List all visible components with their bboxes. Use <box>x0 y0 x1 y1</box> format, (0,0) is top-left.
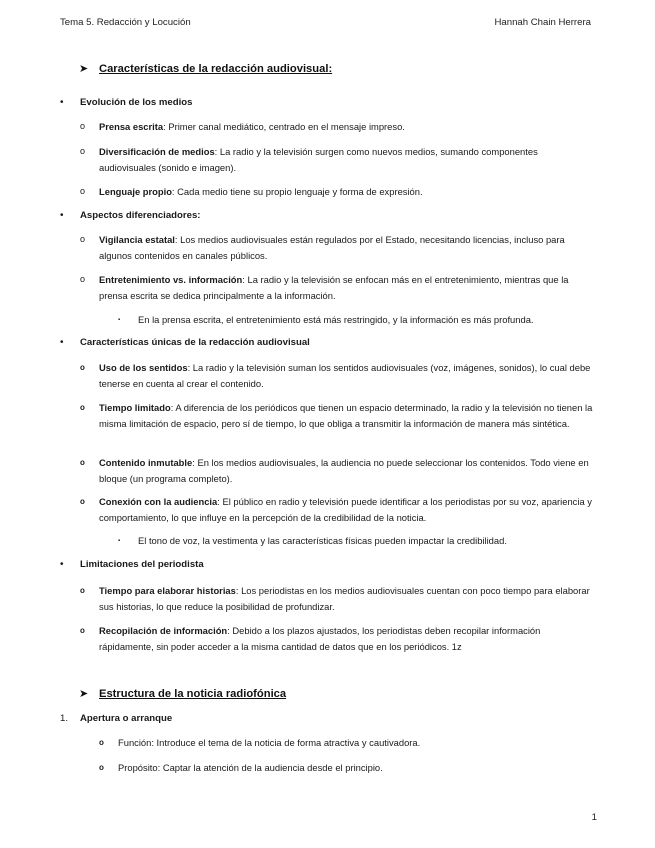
list-item: o Contenido inmutable: En los medios audiovisuales, la audiencia no puede seleccionar los contenidos. Todo viene en bloque (un programa completo). <box>80 457 589 484</box>
list-item: o Recopilación de información: Debido a los plazos ajustados, los periodistas deben recopilar información rápidamente, sin poder acceder a la misma cantidad de datos que en los periódicos. 1z <box>80 625 541 652</box>
section-title: Características de la redacción audiovisual: <box>99 62 333 75</box>
section-heading <box>79 62 332 75</box>
list-item: o Vigilancia estatal: Los medios audiovisuales están regulados por el Estado, necesitando licencias, incluso para algunos contenidos en canales públicos. <box>80 234 565 261</box>
section-heading <box>79 687 286 700</box>
page-number: 1 <box>591 812 597 823</box>
section-title: Estructura de la noticia radiofónica <box>99 687 287 700</box>
list-item: o Conexión con la audiencia: El público en radio y televisión puede identificar a los periodistas por su voz, apariencia y comportamiento, lo que influye en la percepción de la credibilidad de la noticia. <box>80 496 592 523</box>
list-item: • Limitaciones del periodista <box>60 559 204 570</box>
header-left: Tema 5. Redacción y Locución <box>60 17 191 28</box>
square-bullet-icon: ▪ <box>118 538 121 544</box>
list-item: o Prensa escrita: Primer canal mediático, centrado en el mensaje impreso. <box>80 121 405 132</box>
list-item: • Evolución de los medios <box>60 97 193 108</box>
list-item: o Uso de los sentidos: La radio y la televisión suman los sentidos audiovisuales (voz, imágenes, sonidos), lo cual debe tenerse en cuenta al crear el contenido. <box>80 362 591 389</box>
list-item: o Lenguaje propio: Cada medio tiene su propio lenguaje y forma de expresión. <box>80 186 423 197</box>
arrow-bullet-icon: ➤ <box>79 63 89 75</box>
group-title: Evolución de los medios <box>80 97 193 108</box>
list-item: o Propósito: Captar la atención de la audiencia desde el principio. <box>99 762 383 773</box>
group-title: Características únicas de la redacción audiovisual <box>80 337 310 348</box>
numbered-item: 1. Apertura o arranque <box>60 713 173 724</box>
list-item: o Función: Introduce el tema de la noticia de forma atractiva y cautivadora. <box>99 737 421 748</box>
group-title: Limitaciones del periodista <box>80 559 204 570</box>
arrow-bullet-icon: ➤ <box>79 688 89 700</box>
sub-list-item: ▪ El tono de voz, la vestimenta y las características físicas pueden impactar la credibilidad. <box>118 535 507 546</box>
square-bullet-icon: ▪ <box>118 317 121 323</box>
list-item: o Diversificación de medios: La radio y la televisión surgen como nuevos medios, sumando componentes audiovisuales (sonido e imagen). <box>80 146 538 173</box>
list-item: o Entretenimiento vs. información: La radio y la televisión se enfocan más en el entretenimiento, mientras que la prensa escrita se dedica principalmente a la información. <box>80 274 569 301</box>
list-item: • Aspectos diferenciadores: <box>60 210 201 221</box>
list-item: o Tiempo para elaborar historias: Los periodistas en los medios audiovisuales cuentan con poco tiempo para elaborar sus historias, lo que reduce la posibilidad de profundizar. <box>80 585 590 612</box>
group-title: Aspectos diferenciadores: <box>80 210 201 221</box>
list-item: • Características únicas de la redacción audiovisual <box>60 337 310 348</box>
list-item: o Tiempo limitado: A diferencia de los periódicos que tienen un espacio determinado, la radio y la televisión no tienen la misma limitación de espacio, pero sí de tiempo, lo que obliga a transmitir la información de manera más sintética. <box>80 402 593 429</box>
numbered-heading: Apertura o arranque <box>80 713 173 724</box>
header-right: Hannah Chain Herrera <box>494 17 591 28</box>
sub-list-item: ▪ En la prensa escrita, el entretenimiento está más restringido, y la información es más profunda. <box>118 314 534 325</box>
